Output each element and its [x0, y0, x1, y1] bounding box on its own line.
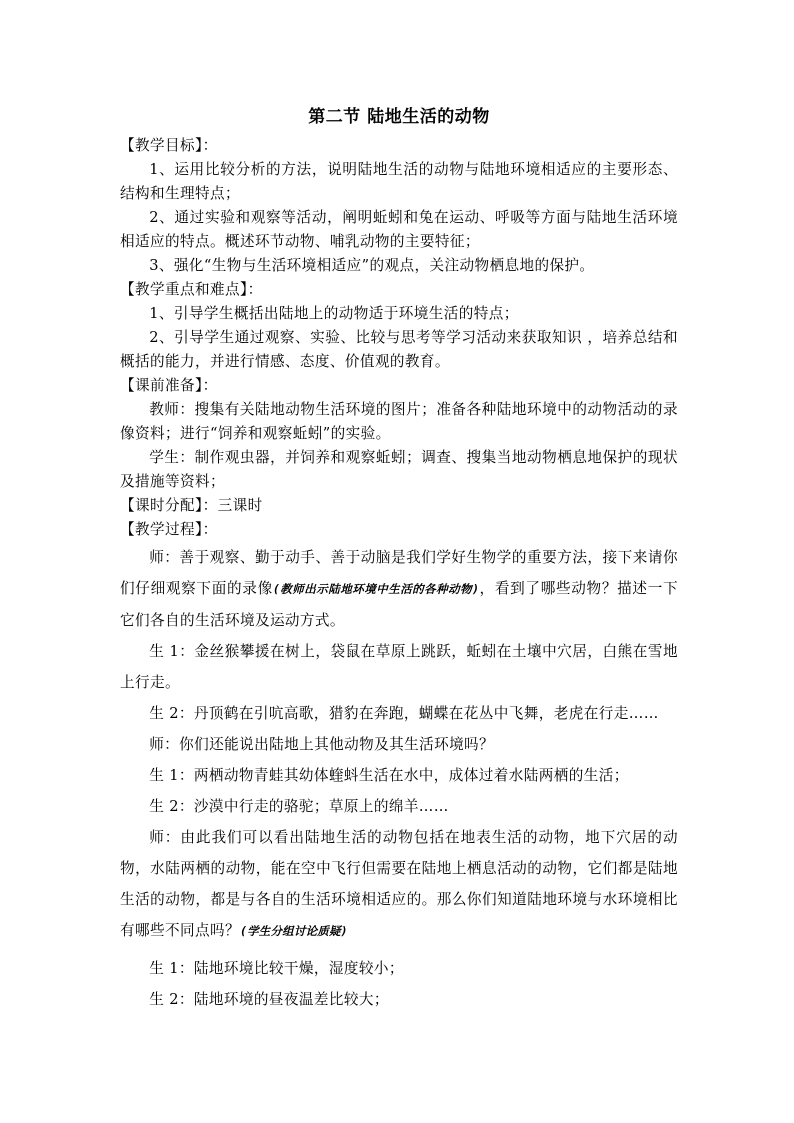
preparation-teacher: 教师：搜集有关陆地动物生活环境的图片；准备各种陆地环境中的动物活动的录像资料；进行“饲养和观察蚯蚓”的实验。: [120, 401, 678, 442]
section-hours: [120, 494, 678, 518]
page-title: 第二节 陆地生活的动物: [308, 107, 490, 127]
process-p7-text: 师：由此我们可以看出陆地生活的动物包括在地表生活的动物，地下穴居的动物，水陆两栖的动物，能在空中飞行但需要在陆地上栖息活动的动物，它们都是陆地生活的动物，都是与各自的生活环境相适应的。那么你们知道陆地环境与水环境相比有哪些不同点吗？: [120, 829, 678, 939]
process-p1-note: (教师出示陆地环境中生活的各种动物): [272, 582, 480, 596]
key-point-item-2: 2、引导学生通过观察、实验、比较与思考等学习活动来获取知识 ，培养总结和概括的能力，并进行情感、态度、价值观的教育。: [120, 329, 678, 370]
process-p7-note: (学生分组讨论质疑): [239, 924, 348, 938]
objective-item-1: 1、运用比较分析的方法，说明陆地生活的动物与陆地环境相适应的主要形态、结构和生理特点；: [120, 161, 678, 202]
section-heading-hours: 【课时分配】：: [120, 497, 218, 514]
section-heading-preparation: 【课前准备】：: [120, 377, 218, 394]
objective-item-2: 2、通过实验和观察等活动，阐明蚯蚓和兔在运动、呼吸等方面与陆地生活环境相适应的特点。概述环节动物、哺乳动物的主要特征；: [120, 209, 678, 250]
process-p1-text-b: ，看到了哪些动物？描述一下它们各自的生活环境及运动方式。: [120, 580, 678, 629]
process-paragraph-1: [120, 542, 678, 636]
section-heading-process: 【教学过程】：: [120, 521, 218, 538]
process-paragraph-9: 生 2：陆地环境的昼夜温差比较大；: [149, 991, 389, 1008]
process-paragraph-2: 生 1：金丝猴攀援在树上，袋鼠在草原上跳跃，蚯蚓在土壤中穴居，白熊在雪地上行走。: [120, 643, 678, 691]
process-paragraph-7: [120, 822, 678, 947]
process-paragraph-8: 生 1：陆地环境比较干燥，湿度较小；: [149, 960, 404, 977]
document-body: [120, 104, 678, 1015]
objective-item-3: 3、强化“生物与生活环境相适应”的观点，关注动物栖息地的保护。: [149, 257, 595, 274]
hours-value: 三课时: [217, 497, 263, 514]
process-paragraph-5: 生 1：两栖动物青蛙其幼体蝰蚪生活在水中，成体过着水陆两栖的生活；: [149, 767, 629, 784]
process-p1-text-a: 师：善于观察、勤于动手、善于动脑是我们学好生物学的重要方法，接下来请你们仔细观察下面的录像: [120, 549, 678, 597]
process-paragraph-4: 师：你们还能说出陆地上其他动物及其生活环境吗？: [149, 736, 495, 753]
section-heading-objectives: 【教学目标】：: [120, 137, 218, 154]
process-paragraph-6: 生 2：沙漠中行走的骆驼；草原上的绵羊……: [149, 798, 449, 815]
process-paragraph-3: 生 2：丹顶鹤在引吭高歌，猎豹在奔跑，蝴蝶在花丛中飞舞，老虎在行走……: [149, 705, 659, 722]
preparation-student: 学生：制作观虫器，并饲养和观察蚯蚓；调查、搜集当地动物栖息地保护的现状及措施等资料；: [120, 449, 678, 490]
key-point-item-1: 1、引导学生概括出陆地上的动物适于环境生活的特点；: [149, 305, 519, 322]
section-heading-key-points: 【教学重点和难点】：: [120, 281, 263, 298]
